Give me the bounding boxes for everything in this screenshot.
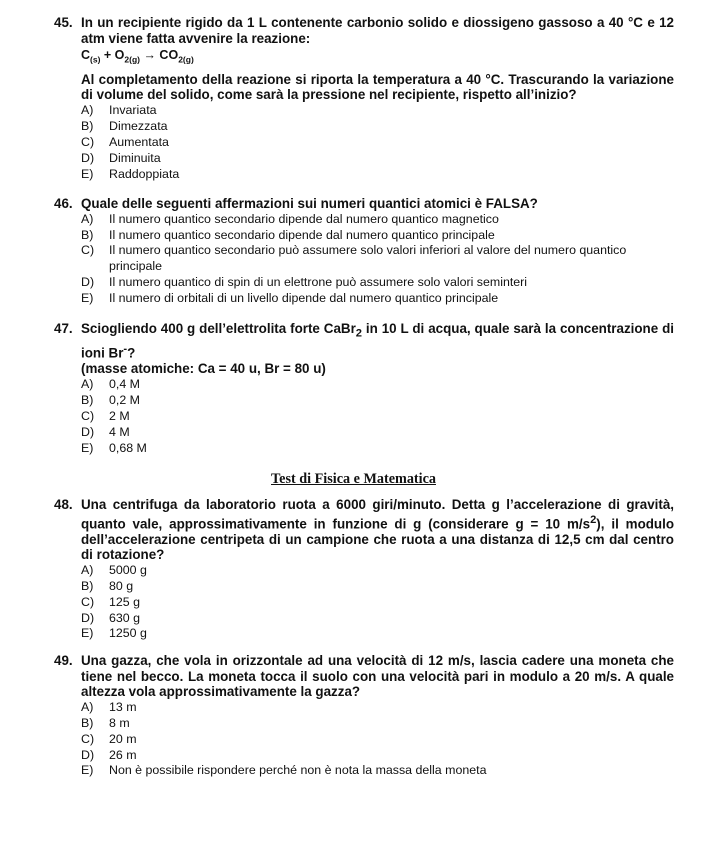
question-body <box>81 653 674 700</box>
option-a <box>81 103 674 119</box>
option-text: Il numero quantico di spin di un elettrone può assumere solo valori seminteri <box>109 275 528 290</box>
question-header <box>54 15 674 103</box>
option-text: 0,2 M <box>109 392 140 407</box>
option-letter: B) <box>81 227 94 242</box>
option-letter: C) <box>81 134 95 149</box>
option-text: Il numero quantico secondario dipende dal numero quantico magnetico <box>109 211 499 226</box>
option-letter: D) <box>81 424 95 439</box>
option-letter: C) <box>81 731 95 746</box>
question-text: In un recipiente rigido da 1 L contenente carbonio solido e diossigeno gassoso a 40 °C e 12 atm viene fatta avvenire la reazione: <box>81 15 674 46</box>
answer-options <box>54 563 674 643</box>
option-e <box>81 291 674 307</box>
atomic-masses-note: (masse atomiche: Ca = 40 u, Br = 80 u) <box>81 361 326 377</box>
question-text: Quale delle seguenti affermazioni sui numeri quantici atomici è FALSA? <box>81 196 538 211</box>
option-letter: A) <box>81 699 94 714</box>
option-c <box>81 243 674 275</box>
option-letter: E) <box>81 291 94 306</box>
section-title: Test di Fisica e Matematica <box>271 471 436 487</box>
subscript: 2 <box>355 327 362 340</box>
option-c <box>81 135 674 151</box>
option-text: 0,4 M <box>109 376 140 391</box>
option-d <box>81 611 674 627</box>
superscript: - <box>123 343 128 356</box>
option-b <box>81 716 674 732</box>
option-text: 5000 g <box>109 562 147 577</box>
question-46 <box>54 196 674 307</box>
option-d <box>81 425 674 441</box>
question-text-continued: Al completamento della reazione si riporta la temperatura a 40 °C. Trascurando la variazione di volume del solido, come sarà la pressione nel recipiente, rispetto all’inizio? <box>81 71 674 103</box>
question-header <box>54 321 674 377</box>
option-text: 20 m <box>109 731 137 746</box>
question-48 <box>54 497 674 642</box>
option-c <box>81 595 674 611</box>
question-number: 46. <box>54 196 73 211</box>
eq-oxygen-state: 2(g) <box>124 54 140 65</box>
option-text: Dimezzata <box>109 118 168 133</box>
eq-carbon: C <box>81 48 91 63</box>
option-letter: B) <box>81 578 94 593</box>
option-text: Aumentata <box>109 134 169 149</box>
question-body <box>81 15 674 103</box>
eq-product-state: 2(g) <box>178 54 194 65</box>
option-text: 26 m <box>109 747 137 762</box>
option-text: 125 g <box>109 594 141 609</box>
option-letter: E) <box>81 763 94 778</box>
option-b <box>81 393 674 409</box>
option-letter: D) <box>81 150 95 165</box>
option-text: Invariata <box>109 102 157 117</box>
option-text: Non è possibile rispondere perché non è nota la massa della moneta <box>109 763 487 778</box>
reaction-equation <box>81 47 674 69</box>
option-b <box>81 119 674 135</box>
option-text: Il numero quantico secondario può assumere solo valori inferiori al valore del numero quantico principale <box>109 243 627 274</box>
option-c <box>81 732 674 748</box>
option-d <box>81 748 674 764</box>
question-text-part: Sciogliendo 400 g dell’elettrolita forte CaBr <box>81 321 356 336</box>
question-header <box>54 653 674 700</box>
option-text: 8 m <box>109 715 130 730</box>
question-number: 47. <box>54 321 73 336</box>
eq-oxygen: + O <box>100 48 125 63</box>
option-letter: C) <box>81 243 95 258</box>
answer-options <box>54 103 674 183</box>
question-text-part: ? <box>127 345 136 361</box>
question-body <box>81 497 674 563</box>
option-e <box>81 167 674 183</box>
answer-options <box>54 377 674 457</box>
option-a <box>81 563 674 579</box>
question-header <box>54 497 674 563</box>
option-letter: A) <box>81 562 94 577</box>
option-text: 2 M <box>109 408 130 423</box>
option-text: Diminuita <box>109 150 161 165</box>
option-letter: E) <box>81 166 94 181</box>
question-number: 48. <box>54 497 73 512</box>
option-text: 0,68 M <box>109 440 147 455</box>
option-d <box>81 275 674 291</box>
option-letter: B) <box>81 715 94 730</box>
option-a <box>81 700 674 716</box>
option-e <box>81 763 674 779</box>
option-text: 80 g <box>109 578 134 593</box>
option-letter: E) <box>81 626 94 641</box>
question-45 <box>54 15 674 182</box>
eq-carbon-state: (s) <box>90 54 101 65</box>
option-b <box>81 579 674 595</box>
question-body <box>81 321 674 377</box>
question-47 <box>54 321 674 456</box>
question-text-part: in 10 L di acqua, quale sarà la concentrazione di ioni Br <box>81 321 674 361</box>
option-letter: D) <box>81 610 95 625</box>
option-text: 630 g <box>109 610 141 625</box>
option-text: Il numero di orbitali di un livello dipende dal numero quantico principale <box>109 291 499 306</box>
question-text: Una gazza, che vola in orizzontale ad una velocità di 12 m/s, lascia cadere una moneta che tiene nel becco. La moneta tocca il suolo con una velocità pari in modulo a 20 m/s. A quale altezza vola approssimativamente la gazza? <box>81 653 674 700</box>
option-letter: B) <box>81 392 94 407</box>
option-text: 4 M <box>109 424 130 439</box>
option-b <box>81 228 674 244</box>
option-a <box>81 212 674 228</box>
option-c <box>81 409 674 425</box>
option-letter: C) <box>81 594 95 609</box>
option-text: Raddoppiata <box>109 166 180 181</box>
superscript: 2 <box>590 513 597 526</box>
question-body <box>81 196 674 212</box>
answer-options <box>54 700 674 780</box>
option-text: Il numero quantico secondario dipende dal numero quantico principale <box>109 227 495 242</box>
question-49 <box>54 653 674 779</box>
option-e <box>81 626 674 642</box>
option-letter: C) <box>81 408 95 423</box>
option-d <box>81 151 674 167</box>
option-letter: E) <box>81 440 94 455</box>
option-text: 13 m <box>109 699 137 714</box>
answer-options <box>54 212 674 307</box>
eq-product: → CO <box>139 48 179 63</box>
question-text-part: ), il modulo dell’accelerazione centripeta di un campione che ruota a una distanza di 12,5 cm dal centro di rotazione? <box>81 516 675 563</box>
question-text <box>81 497 674 563</box>
question-text-part: Una centrifuga da laboratorio ruota a 6000 giri/minuto. Detta g l’accelerazione di gravità, quanto vale, approssimativamente in funzione di g (considerare g = 10 m/s <box>81 497 674 532</box>
question-header <box>54 196 674 212</box>
option-letter: A) <box>81 376 94 391</box>
option-letter: D) <box>81 747 95 762</box>
question-number: 49. <box>54 653 73 668</box>
option-text: 1250 g <box>109 626 147 641</box>
option-letter: B) <box>81 118 94 133</box>
question-number: 45. <box>54 15 73 30</box>
option-letter: D) <box>81 275 95 290</box>
question-text <box>81 321 674 361</box>
option-letter: A) <box>81 211 94 226</box>
option-letter: A) <box>81 102 94 117</box>
option-e <box>81 441 674 457</box>
option-a <box>81 377 674 393</box>
